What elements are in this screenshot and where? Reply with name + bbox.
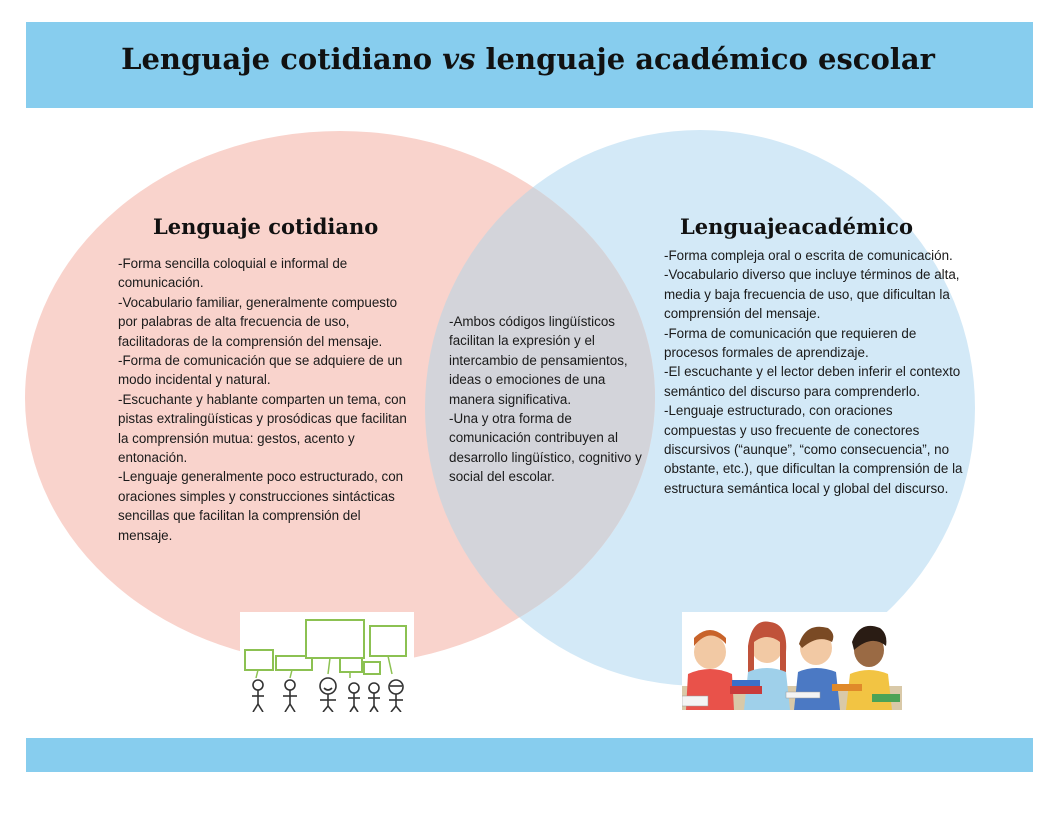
overlap-item: -Una y otra forma de comunicación contribuyen al desarrollo lingüístico, cognitivo y social del escolar. [449, 411, 642, 485]
left-item: -Forma de comunicación que se adquiere de un modo incidental y natural. [118, 353, 403, 388]
overlap-text [449, 312, 649, 487]
left-heading: Lenguaje cotidiano [153, 214, 379, 239]
title-part1: Lenguaje cotidiano [121, 42, 443, 76]
right-text [664, 246, 964, 498]
left-item: -Escuchante y hablante comparten un tema, con pistas extralingüísticas y prosódicas que facilitan la comprensión mutua: gestos, acento y entonación. [118, 391, 407, 466]
right-item: -Forma de comunicación que requieren de procesos formales de aprendizaje. [664, 325, 917, 361]
right-item: -El escuchante y el lector deben inferir el contexto semántico del discurso para comprenderlo. [664, 364, 961, 399]
overlap-item: -Ambos códigos lingüísticos facilitan la expresión y el intercambio de pensamientos, ideas o emociones de una manera significativa. [449, 314, 628, 407]
left-item: -Lenguaje generalmente poco estructurado, con oraciones simples y construcciones sintácticas sencillas que facilitan la comprensión del mensaje. [118, 469, 404, 543]
right-heading: Lenguajeacadémico [680, 214, 913, 239]
stick-figures-speech-bubbles-icon [240, 612, 414, 712]
title-vs: vs [442, 42, 476, 76]
right-item: -Forma compleja oral o escrita de comunicación. [664, 248, 953, 263]
left-item: -Vocabulario familiar, generalmente compuesto por palabras de alta frecuencia de uso, facilitadoras de la comprensión del mensaje. [118, 294, 398, 349]
left-text [118, 254, 410, 545]
left-item: -Forma sencilla coloquial e informal de comunicación. [118, 256, 348, 291]
right-item: -Lenguaje estructurado, con oraciones compuestas y uso frecuente de conectores discursivos (“aunque”, “como consecuencia”, no obstante, etc.), que dificultan la comprensión de la estructura semántica local y global del discurso. [664, 403, 963, 496]
footer-band [26, 738, 1033, 772]
title-part2: lenguaje académico escolar [475, 42, 935, 76]
right-item: -Vocabulario diverso que incluye términos de alta, media y baja frecuencia de uso, que dificultan la comprensión del mensaje. [664, 267, 960, 322]
students-studying-at-table-icon [682, 612, 902, 710]
